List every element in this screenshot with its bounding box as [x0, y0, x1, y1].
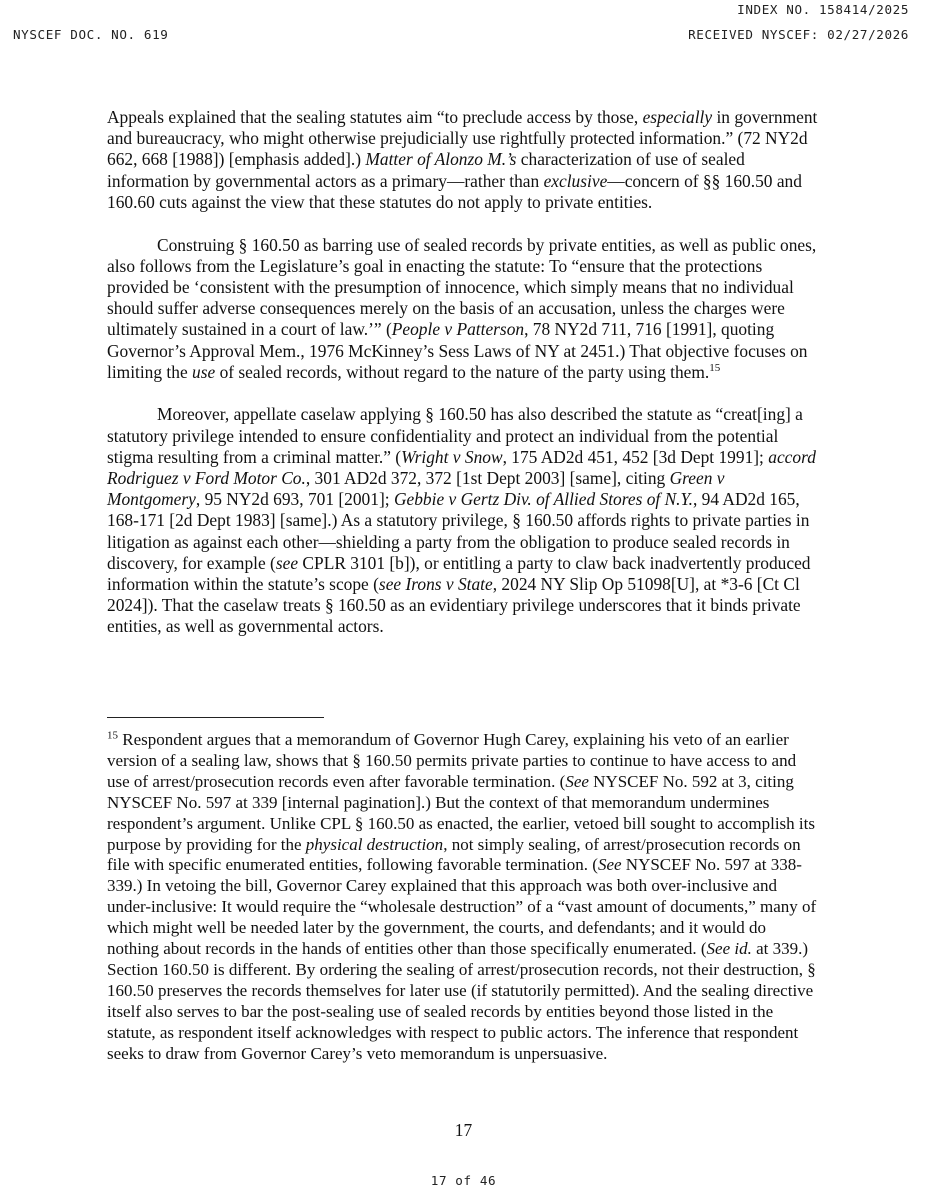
main-text: [107, 107, 821, 638]
paragraph-1: Appeals explained that the sealing statutes aim “to preclude access by those, especially in government and bureaucracy, who might otherwise prejudicially use rightfully protected information.” (72 NY2d 662, 668 [1988]) [emphasis added].) Matter of Alonzo M.’s characterization of use of sealed information by governmental actors as a primary—rather than exclusive—concern of §§ 160.50 and 160.60 cuts against the view that these statutes do not apply to private entities.: [107, 107, 818, 212]
footnote-separator: [107, 717, 324, 718]
paragraph-3: Moreover, appellate caselaw applying § 160.50 has also described the statute as “creat[ing] a statutory privilege intended to ensure confidentiality and protect an individual from the potential stigma resulting from a criminal matter.” (Wright v Snow, 175 AD2d 451, 452 [3d Dept 1991]; accord Rodriguez v Ford Motor Co., 301 AD2d 372, 372 [1st Dept 2003] [same], citing Green v Montgomery, 95 NY2d 693, 701 [2001]; Gebbie v Gertz Div. of Allied Stores of N.Y., 94 AD2d 165, 168-171 [2d Dept 1983] [same].) As a statutory privilege, § 160.50 affords rights to private parties in litigation as against each other—shielding a party from the obligation to produce sealed records in discovery, for example (see CPLR 3101 [b]), or entitling a party to claw back inadvertently produced information within the statute’s scope (see Irons v State, 2024 NY Slip Op 51098[U], at *3-6 [Ct Cl 2024]). That the caselaw treats § 160.50 as an evidentiary privilege underscores that it binds private entities, as well as governmental actors.: [107, 404, 816, 637]
footnote-ref-15[interactable]: 15: [709, 361, 721, 374]
received-date: RECEIVED NYSCEF: 02/27/2026: [688, 27, 909, 42]
page-number: 17: [454, 1120, 473, 1140]
footnote-number: 15: [107, 729, 118, 742]
paragraph-2: Construing § 160.50 as barring use of sealed records by private entities, as well as public ones, also follows from the Legislature’s goal in enacting the statute: To “ensure that the protections provided be ‘consistent with the presumption of innocence, which simply means that no individual should suffer adverse consequences merely on the basis of an accusation, unless the charges were ultimately sustained in a court of law.’” (People v Patterson, 78 NY2d 711, 716 [1991], quoting Governor’s Approval Mem., 1976 McKinney’s Sess Laws of NY at 2451.) That objective focuses on limiting the use of sealed records, without regard to the nature of the party using them.$^{15}$: [107, 234, 817, 382]
footnote-15: [107, 730, 821, 1065]
page-count: 17 of 46: [430, 1173, 497, 1188]
index-number: INDEX NO. 158414/2025: [737, 2, 909, 17]
footnote-text: $^{15}$ Respondent argues that a memorandum of Governor Hugh Carey, explaining his veto of an earlier version of a sealing law, shows that § 160.50 permits private parties to continue to have access to and use of arrest/prosecution records even after favorable termination. (See NYSCEF No. 592 at 3, citing NYSCEF No. 597 at 339 [internal pagination].) But the context of that memorandum undermines respondent’s argument. Unlike CPL § 160.50 as enacted, the earlier, vetoed bill sought to accomplish its purpose by providing for the physical destruction, not simply sealing, of arrest/prosecution records on file with specific enumerated entities, following favorable termination. (See NYSCEF No. 597 at 338-339.) In vetoing the bill, Governor Carey explained that this approach was both over-inclusive and under-inclusive: It would require the “wholesale destruction” of a “vast amount of documents,” many of which might well be needed later by the government, the courts, and defendants; and it would do nothing about records in the hands of entities other than those specifically enumerated. (See id. at 339.) Section 160.50 is different. By ordering the sealing of arrest/prosecution records, not their destruction, § 160.50 preserves the records themselves for later use (if statutorily permitted). And the sealing directive itself also serves to bar the post-sealing use of sealed records by entities beyond those listed in the statute, as respondent itself acknowledges with respect to public actors. The inference that respondent seeks to draw from Governor Carey’s veto memorandum is unpersuasive.: [107, 729, 817, 1063]
doc-number: NYSCEF DOC. NO. 619: [13, 27, 169, 42]
